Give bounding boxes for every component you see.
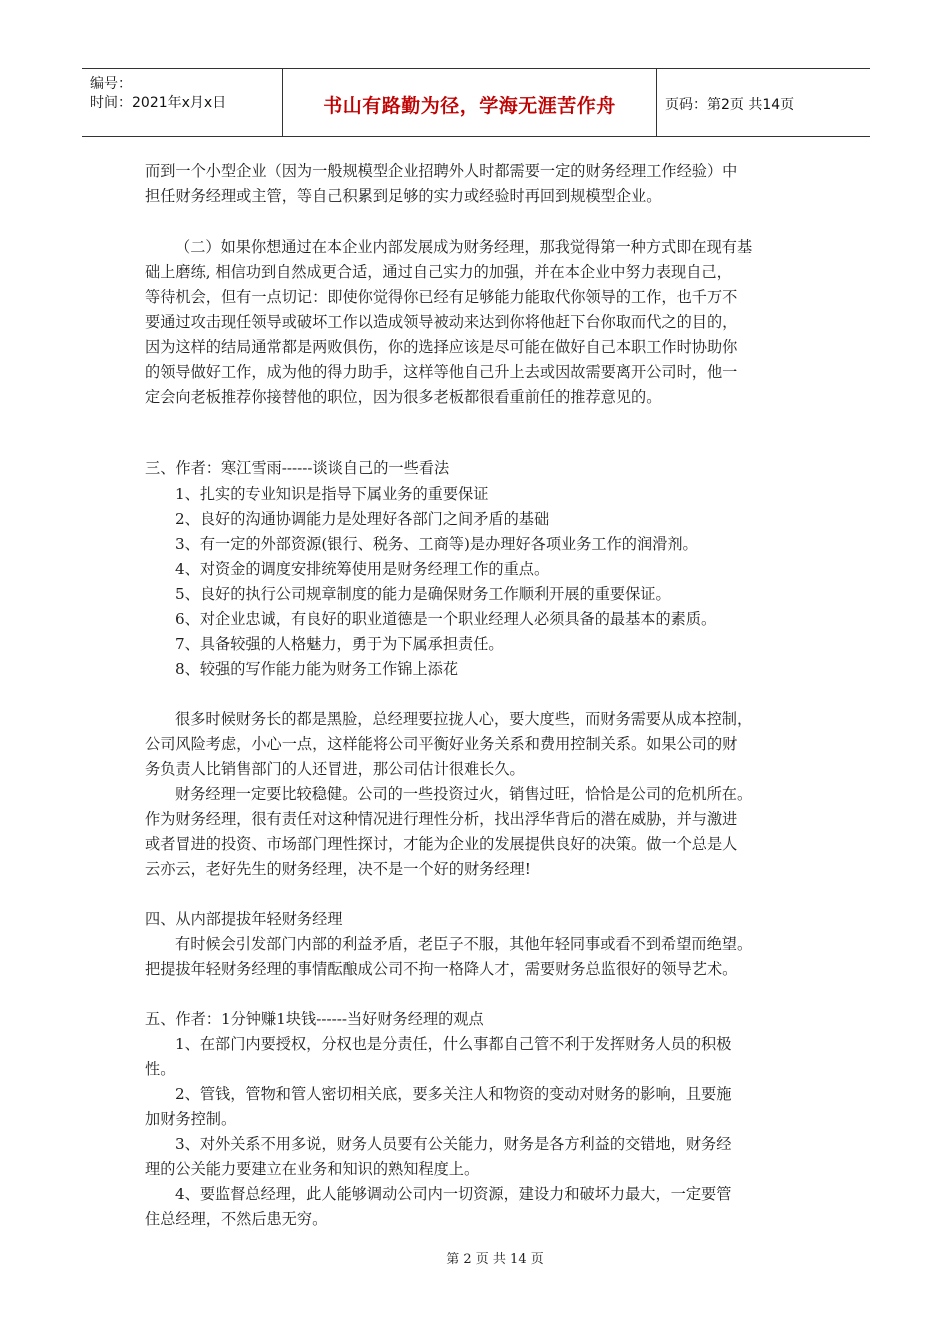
list-item: 3、有一定的外部资源(银行、税务、工商等)是办理好各项业务工作的润滑剂。 [175, 535, 698, 553]
list-item: 2、管钱，管物和管人密切相关底，要多关注人和物资的变动对财务的影响，且要施 [175, 1085, 732, 1103]
list-item: 8、较强的写作能力能为财务工作锦上添花 [175, 660, 459, 678]
body-line: （二）如果你想通过在本企业内部发展成为财务经理，那我觉得第一种方式即在现有基 [175, 238, 753, 256]
list-item: 4、对资金的调度安排统筹使用是财务经理工作的重点。 [175, 560, 550, 578]
body-line: 很多时候财务长的都是黑脸，总经理要拉拢人心，要大度些，而财务需要从成本控制， [175, 710, 753, 728]
list-item: 1、在部门内要授权，分权也是分责任，什么事都自己管不利于发挥财务人员的积极 [175, 1035, 732, 1053]
section-heading: 五、作者：1分钟赚1块钱------当好财务经理的观点 [145, 1010, 484, 1028]
body-line: 把提拔年轻财务经理的事情酝酿成公司不拘一格降人才，需要财务总监很好的领导艺术。 [145, 960, 738, 978]
list-item: 1、扎实的专业知识是指导下属业务的重要保证 [175, 485, 489, 503]
list-item: 7、具备较强的人格魅力，勇于为下属承担责任。 [175, 635, 504, 653]
list-item-continuation: 加财务控制。 [145, 1110, 237, 1128]
body-line: 要通过攻击现任领导或破坏工作以造成领导被动来达到你将他赶下台你取而代之的目的， [145, 313, 738, 331]
header-motto: 书山有路勤为径，学海无涯苦作舟 [323, 95, 616, 117]
body-line: 担任财务经理或主管，等自己积累到足够的实力或经验时再回到规模型企业。 [145, 187, 662, 205]
list-item-continuation: 性。 [145, 1060, 176, 1078]
body-line: 作为财务经理，很有责任对这种情况进行理性分析，找出浮华背后的潜在威胁，并与激进 [145, 810, 738, 828]
header-info-cell [82, 69, 283, 136]
list-item: 6、对企业忠诚，有良好的职业道德是一个职业经理人必须具备的最基本的素质。 [175, 610, 717, 628]
body-line: 而到一个小型企业（因为一般规模型企业招聘外人时都需要一定的财务经理工作经验）中 [145, 162, 738, 180]
body-line: 公司风险考虑，小心一点，这样能将公司平衡好业务关系和费用控制关系。如果公司的财 [145, 735, 738, 753]
body-line: 定会向老板推荐你接替他的职位，因为很多老板都很看重前任的推荐意见的。 [145, 388, 662, 406]
header-page-code: 页码：第2页 共14页 [665, 97, 795, 113]
list-item-continuation: 理的公关能力要建立在业务和知识的熟知程度上。 [145, 1160, 480, 1178]
body-line: 等待机会，但有一点切记：即使你觉得你已经有足够能力能取代你领导的工作，也千万不 [145, 288, 738, 306]
list-item: 3、对外关系不用多说，财务人员要有公关能力，财务是各方利益的交错地，财务经 [175, 1135, 732, 1153]
body-line: 的领导做好工作，成为他的得力助手，这样等他自己升上去或因故需要离开公司时，他一 [145, 363, 738, 381]
page-footer: 第 2 页 共 14 页 [446, 1252, 544, 1267]
section-heading: 三、作者：寒江雪雨------谈谈自己的一些看法 [145, 459, 450, 477]
header-page-cell [657, 69, 870, 136]
body-line: 云亦云，老好先生的财务经理，决不是一个好的财务经理! [145, 860, 531, 878]
list-item-continuation: 住总经理，不然后患无穷。 [145, 1210, 328, 1228]
header-motto-cell [283, 69, 657, 136]
page-header [82, 68, 870, 137]
body-line: 或者冒进的投资、市场部门理性探讨，才能为企业的发展提供良好的决策。做一个总是人 [145, 835, 738, 853]
list-item: 4、要监督总经理，此人能够调动公司内一切资源，建设力和破坏力最大，一定要管 [175, 1185, 732, 1203]
document-number-label: 编号： [90, 76, 132, 92]
body-line: 财务经理一定要比较稳健。公司的一些投资过火，销售过旺，恰恰是公司的危机所在。 [175, 785, 753, 803]
list-item: 2、良好的沟通协调能力是处理好各部门之间矛盾的基础 [175, 510, 550, 528]
section-heading: 四、从内部提拔年轻财务经理 [145, 910, 343, 928]
body-line: 因为这样的结局通常都是两败俱伤，你的选择应该是尽可能在做好自己本职工作时协助你 [145, 338, 738, 356]
document-date-label: 时间：2021年x月x日 [90, 95, 227, 111]
body-line: 有时候会引发部门内部的利益矛盾，老臣子不服，其他年轻同事或看不到希望而绝望。 [175, 935, 753, 953]
list-item: 5、良好的执行公司规章制度的能力是确保财务工作顺利开展的重要保证。 [175, 585, 671, 603]
body-line: 础上磨练, 相信功到自然成更合适，通过自己实力的加强，并在本企业中努力表现自己， [145, 263, 732, 281]
body-line: 务负责人比销售部门的人还冒进，那公司估计很难长久。 [145, 760, 525, 778]
